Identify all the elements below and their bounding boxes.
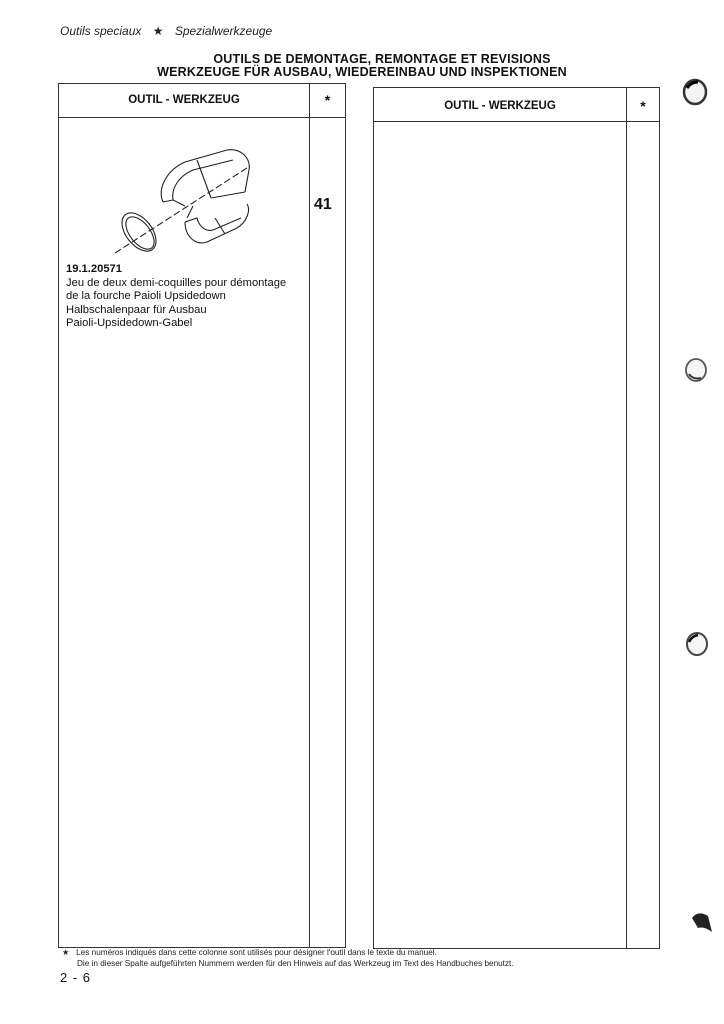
column-header-tool: OUTIL - WERKZEUG xyxy=(128,94,240,106)
tool-desc-de-1: Halbschalenpaar für Ausbau xyxy=(66,303,207,316)
column-header-star: * xyxy=(640,98,646,114)
header-label-fr: Outils speciaux xyxy=(60,24,142,38)
column-header-star: * xyxy=(324,92,331,108)
page-number: 2 - 6 xyxy=(60,970,92,985)
binder-hole-icon xyxy=(683,356,709,384)
section-header xyxy=(60,24,272,38)
tool-code: 19.1.20571 xyxy=(66,263,122,275)
tool-reference-number: 41 xyxy=(314,196,332,213)
tool-desc-de-2: Paioli-Upsidedown-Gabel xyxy=(66,317,193,330)
binder-hole-icon xyxy=(688,908,714,936)
footnote-de: Die in dieser Spalte aufgeführten Nummern werden für den Hinweis auf das Werkzeug im Text des Handbuches benutzt. xyxy=(77,959,514,968)
binder-hole-icon xyxy=(684,630,710,658)
header-label-de: Spezialwerkzeuge xyxy=(174,24,273,38)
footnote-text-fr: Les numéros indiqués dans cette colonne sont utilisés pour désigner l'outil dans le texte du manuel. xyxy=(76,948,437,957)
half-shells-drawing xyxy=(115,148,265,265)
tool-table-right xyxy=(373,87,660,949)
page-title-de: WERKZEUGE FÜR AUSBAU, WIEDEREINBAU UND INSPEKTIONEN xyxy=(157,65,567,79)
tool-description xyxy=(66,263,286,331)
star-icon: ★ xyxy=(152,24,164,38)
page-title-fr: OUTILS DE DEMONTAGE, REMONTAGE ET REVISIONS xyxy=(213,52,551,66)
tool-desc-fr-1: Jeu de deux demi-coquilles pour démontage xyxy=(66,276,287,289)
binder-hole-icon xyxy=(682,78,708,106)
tool-desc-fr-2: de la fourche Paioli Upsidedown xyxy=(66,290,226,303)
star-icon: ★ xyxy=(62,948,70,957)
footnote-fr xyxy=(62,947,437,957)
column-header-tool: OUTIL - WERKZEUG xyxy=(444,100,556,112)
